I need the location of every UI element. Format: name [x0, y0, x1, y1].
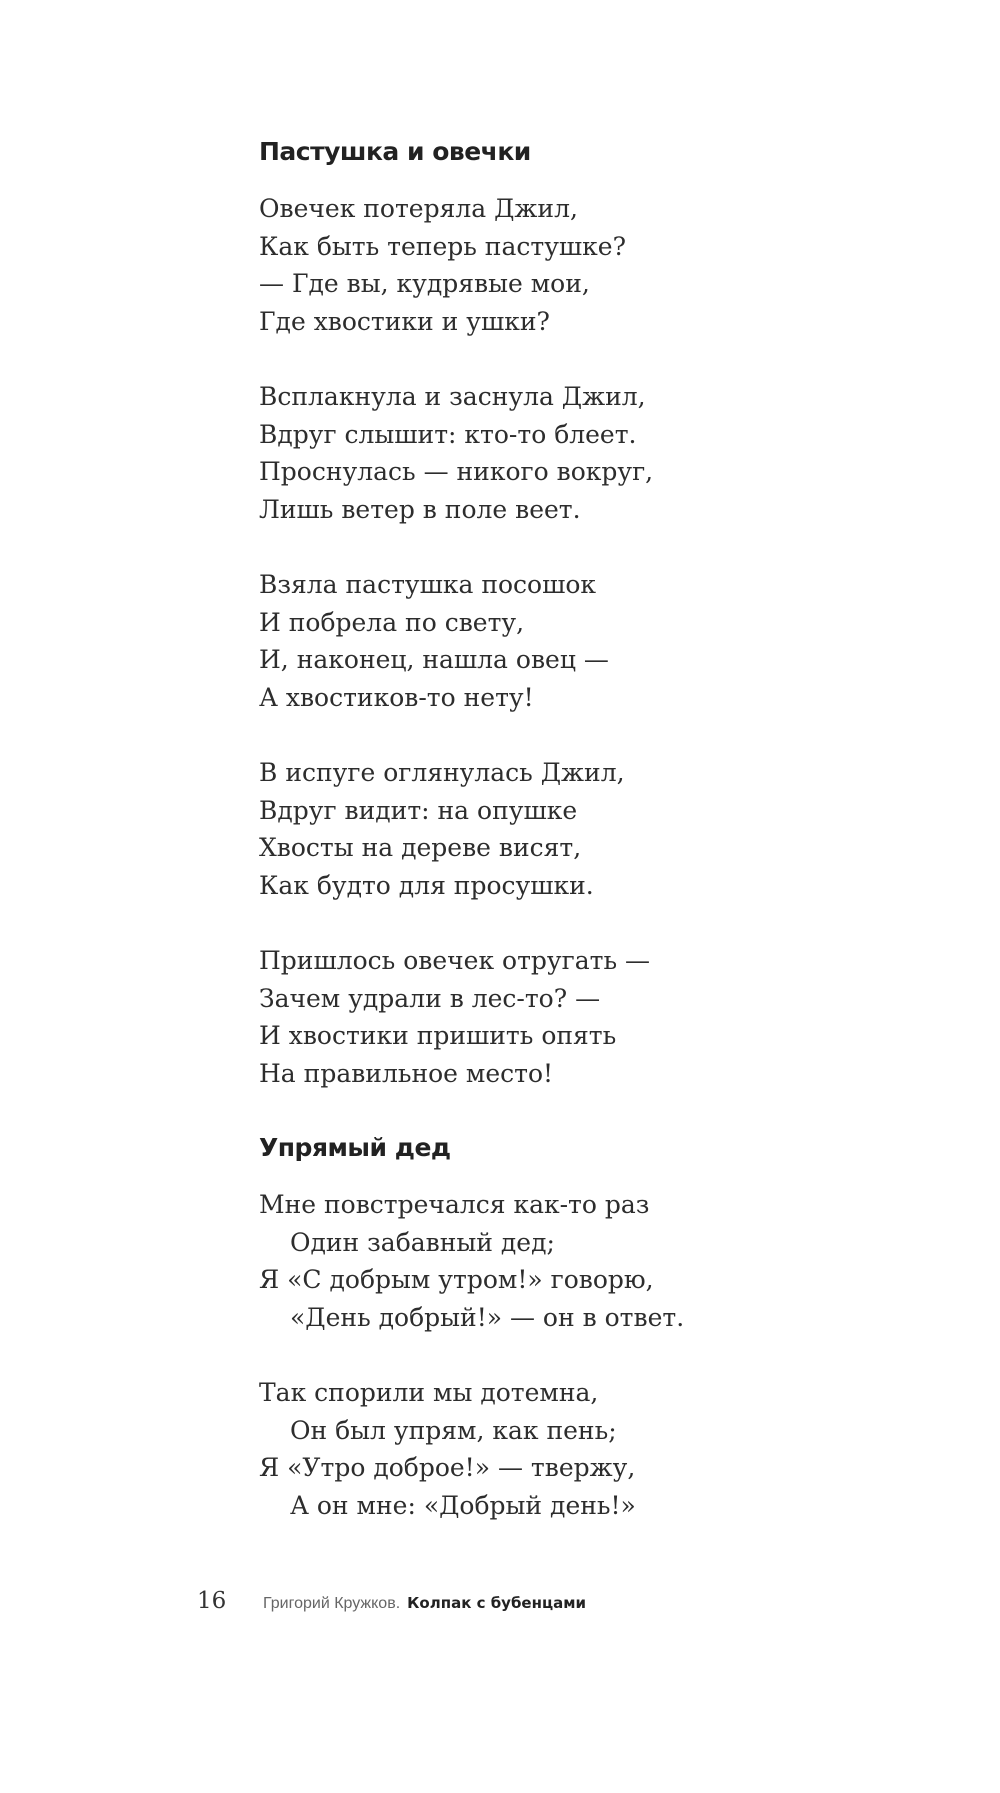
- poem-line: Вдруг видит: на опушке: [259, 795, 578, 825]
- stanza: [259, 566, 899, 716]
- poem-title: Пастушка и овечки: [259, 137, 531, 166]
- poem: [259, 1130, 899, 1524]
- stanza: [259, 1186, 899, 1336]
- poem-line: На правильное место!: [259, 1058, 554, 1088]
- poem-line: В испуге оглянулась Джил,: [259, 758, 625, 787]
- poem-line: Пришлось овечек отругать —: [259, 946, 651, 975]
- poem-line: Он был упрям, как пень;: [290, 1415, 617, 1445]
- poem-line: Взяла пастушка посошок: [259, 570, 597, 599]
- poem-title: Упрямый дед: [259, 1133, 451, 1162]
- stanza: [259, 1374, 899, 1524]
- poem-line: Всплакнула и заснула Джил,: [259, 382, 646, 411]
- poem-line: «День добрый!» — он в ответ.: [290, 1302, 685, 1332]
- poem-line: Зачем удрали в лес-то? —: [259, 983, 601, 1013]
- poem-line: Как будто для просушки.: [259, 870, 594, 900]
- poem-line: Один забавный дед;: [290, 1227, 555, 1257]
- poem-line: Я «С добрым утром!» говорю,: [259, 1265, 654, 1294]
- page-footer: [197, 1588, 586, 1618]
- stanza: [259, 754, 899, 904]
- poem-line: И, наконец, нашла овец —: [259, 645, 609, 674]
- book-title: Колпак с бубенцами: [407, 1594, 586, 1612]
- poem-line: Хвосты на дереве висят,: [259, 833, 582, 862]
- stanza: [259, 190, 899, 340]
- poem-line: А хвостиков-то нету!: [259, 682, 534, 712]
- poem-line: И хвостики пришить опять: [259, 1021, 617, 1050]
- poem-line: Мне повстречался как-то раз: [259, 1190, 650, 1219]
- poem-line: Как быть теперь пастушке?: [259, 231, 626, 261]
- poem-line: Овечек потеряла Джил,: [259, 194, 578, 223]
- text-column: [259, 134, 899, 1562]
- poem-line: Лишь ветер в поле веет.: [259, 494, 581, 524]
- page-number: 16: [197, 1588, 227, 1614]
- poem: [259, 134, 899, 1092]
- poem-line: Проснулась — никого вокруг,: [259, 457, 654, 486]
- poem-line: — Где вы, кудрявые мои,: [259, 269, 590, 298]
- poem-line: И побрела по свету,: [259, 607, 525, 637]
- poem-line: Где хвостики и ушки?: [259, 306, 550, 336]
- stanza: [259, 942, 899, 1092]
- poem-line: Вдруг слышит: кто-то блеет.: [259, 419, 637, 449]
- poem-line: Так спорили мы дотемна,: [259, 1378, 599, 1407]
- author-name: Григорий Кружков.: [263, 1595, 401, 1612]
- stanza: [259, 378, 899, 528]
- poem-line: А он мне: «Добрый день!»: [290, 1490, 636, 1520]
- poem-line: Я «Утро доброе!» — твержу,: [259, 1453, 636, 1482]
